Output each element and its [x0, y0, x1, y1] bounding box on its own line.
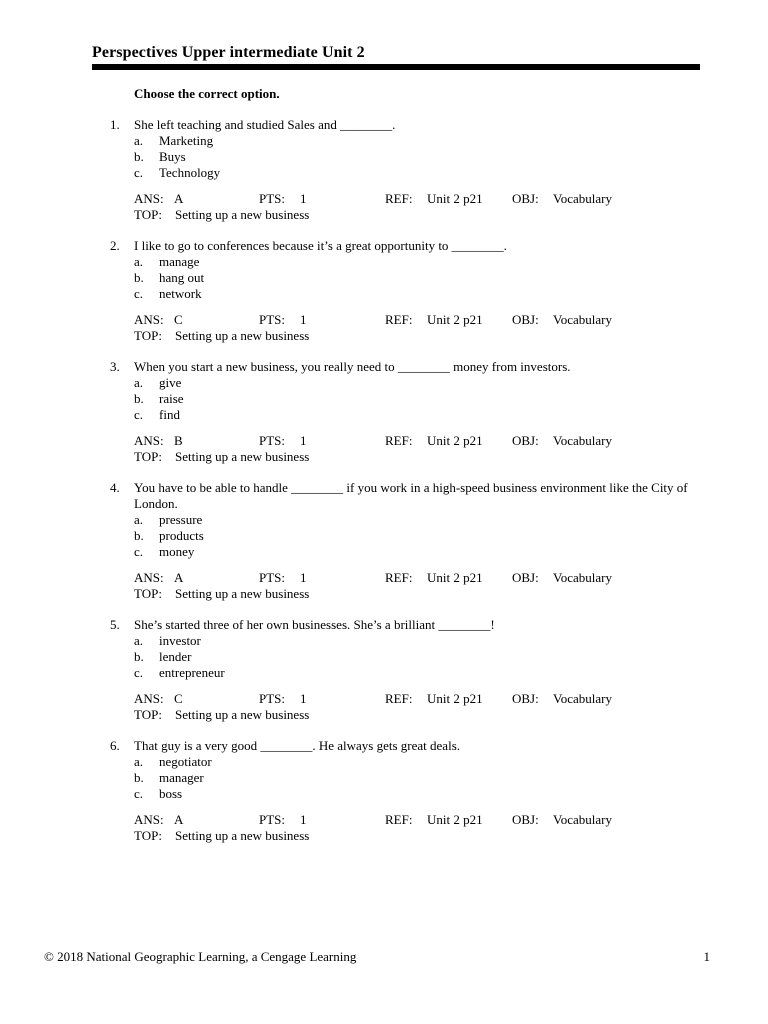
pts-value: 1 — [300, 691, 307, 706]
ref-value: Unit 2 p21 — [427, 812, 483, 827]
option-text: entrepreneur — [159, 665, 225, 680]
option-text: find — [159, 407, 180, 422]
option-b — [0, 149, 768, 165]
top-value: Setting up a new business — [175, 586, 310, 601]
question-number: 5. — [110, 617, 120, 632]
ans-label: ANS: — [134, 812, 164, 827]
question-text: When you start a new business, you really need to ________ money from investors. — [134, 359, 571, 374]
page-footer — [44, 949, 710, 965]
answer-meta-row — [0, 570, 768, 586]
top-label: TOP: — [134, 207, 162, 222]
option-letter: a. — [134, 375, 144, 390]
ans-value: C — [174, 312, 183, 327]
option-a — [0, 512, 768, 528]
question-1 — [0, 117, 768, 223]
obj-value: Vocabulary — [553, 570, 612, 585]
option-text: Technology — [159, 165, 221, 180]
ans-label: ANS: — [134, 433, 164, 448]
option-letter: c. — [134, 165, 144, 180]
option-text: network — [159, 286, 202, 301]
ans-value: B — [174, 433, 183, 448]
option-a — [0, 133, 768, 149]
option-text: give — [159, 375, 182, 390]
pts-label: PTS: — [259, 433, 286, 448]
page-title: Perspectives Upper intermediate Unit 2 — [92, 44, 365, 61]
option-c — [0, 786, 768, 802]
pts-value: 1 — [300, 812, 307, 827]
question-stem — [0, 617, 704, 633]
ref-value: Unit 2 p21 — [427, 191, 483, 206]
ans-label: ANS: — [134, 191, 164, 206]
top-value: Setting up a new business — [175, 828, 310, 843]
option-text: pressure — [159, 512, 203, 527]
top-label: TOP: — [134, 828, 162, 843]
option-c — [0, 407, 768, 423]
topic-row — [0, 707, 768, 723]
top-value: Setting up a new business — [175, 707, 310, 722]
option-text: products — [159, 528, 204, 543]
option-b — [0, 770, 768, 786]
option-b — [0, 528, 768, 544]
option-c — [0, 665, 768, 681]
pts-label: PTS: — [259, 312, 286, 327]
pts-label: PTS: — [259, 691, 286, 706]
obj-value: Vocabulary — [553, 812, 612, 827]
topic-row — [0, 586, 768, 602]
question-text: That guy is a very good ________. He always gets great deals. — [134, 738, 461, 753]
top-value: Setting up a new business — [175, 449, 310, 464]
option-text: negotiator — [159, 754, 212, 769]
option-a — [0, 254, 768, 270]
question-number: 1. — [110, 117, 120, 132]
obj-label: OBJ: — [512, 191, 539, 206]
option-letter: a. — [134, 633, 144, 648]
obj-label: OBJ: — [512, 312, 539, 327]
option-letter: b. — [134, 528, 144, 543]
option-b — [0, 649, 768, 665]
ref-label: REF: — [385, 433, 413, 448]
ref-label: REF: — [385, 312, 413, 327]
top-label: TOP: — [134, 328, 162, 343]
pts-value: 1 — [300, 191, 307, 206]
option-letter: b. — [134, 649, 144, 664]
option-letter: c. — [134, 544, 144, 559]
ans-value: A — [174, 812, 184, 827]
question-2 — [0, 238, 768, 344]
answer-meta-row — [0, 191, 768, 207]
obj-value: Vocabulary — [553, 691, 612, 706]
page-number: 1 — [703, 949, 710, 964]
top-label: TOP: — [134, 449, 162, 464]
question-text: I like to go to conferences because it’s a great opportunity to ________. — [134, 238, 507, 253]
obj-value: Vocabulary — [553, 312, 612, 327]
top-value: Setting up a new business — [175, 207, 310, 222]
page-header — [92, 43, 700, 63]
option-letter: a. — [134, 512, 144, 527]
option-c — [0, 165, 768, 181]
question-number: 6. — [110, 738, 120, 753]
pts-value: 1 — [300, 570, 307, 585]
question-text: She left teaching and studied Sales and ________. — [134, 117, 396, 132]
top-label: TOP: — [134, 707, 162, 722]
ref-label: REF: — [385, 570, 413, 585]
option-letter: c. — [134, 407, 144, 422]
question-stem — [0, 480, 704, 512]
option-text: Marketing — [159, 133, 214, 148]
option-b — [0, 270, 768, 286]
ans-value: A — [174, 570, 184, 585]
option-text: lender — [159, 649, 192, 664]
obj-label: OBJ: — [512, 812, 539, 827]
ref-value: Unit 2 p21 — [427, 570, 483, 585]
option-letter: c. — [134, 786, 144, 801]
copyright-text: © 2018 National Geographic Learning, a Cengage Learning — [44, 949, 357, 964]
option-letter: b. — [134, 149, 144, 164]
option-letter: c. — [134, 665, 144, 680]
ans-label: ANS: — [134, 570, 164, 585]
ref-label: REF: — [385, 691, 413, 706]
header-divider — [92, 64, 700, 70]
answer-meta-row — [0, 433, 768, 449]
topic-row — [0, 207, 768, 223]
option-c — [0, 544, 768, 560]
topic-row — [0, 328, 768, 344]
option-text: manager — [159, 770, 204, 785]
obj-label: OBJ: — [512, 691, 539, 706]
option-text: hang out — [159, 270, 205, 285]
answer-meta-row — [0, 691, 768, 707]
option-letter: a. — [134, 754, 144, 769]
ans-value: C — [174, 691, 183, 706]
option-a — [0, 633, 768, 649]
option-letter: b. — [134, 270, 144, 285]
pts-value: 1 — [300, 433, 307, 448]
question-stem — [0, 738, 704, 754]
obj-label: OBJ: — [512, 570, 539, 585]
question-stem — [0, 117, 704, 133]
ref-value: Unit 2 p21 — [427, 312, 483, 327]
pts-label: PTS: — [259, 191, 286, 206]
question-stem — [0, 238, 704, 254]
question-text: She’s started three of her own businesses. She’s a brilliant ________! — [134, 617, 495, 632]
pts-value: 1 — [300, 312, 307, 327]
topic-row — [0, 449, 768, 465]
answer-meta-row — [0, 812, 768, 828]
question-number: 3. — [110, 359, 120, 374]
question-number: 4. — [110, 480, 120, 495]
option-letter: a. — [134, 133, 144, 148]
option-text: Buys — [159, 149, 186, 164]
instruction-heading: Choose the correct option. — [134, 86, 280, 101]
option-text: boss — [159, 786, 183, 801]
pts-label: PTS: — [259, 570, 286, 585]
option-c — [0, 286, 768, 302]
option-text: money — [159, 544, 195, 559]
option-a — [0, 375, 768, 391]
question-6 — [0, 738, 768, 844]
option-text: raise — [159, 391, 184, 406]
question-stem — [0, 359, 704, 375]
option-letter: b. — [134, 770, 144, 785]
ref-label: REF: — [385, 191, 413, 206]
option-letter: b. — [134, 391, 144, 406]
ref-value: Unit 2 p21 — [427, 691, 483, 706]
ans-label: ANS: — [134, 691, 164, 706]
top-value: Setting up a new business — [175, 328, 310, 343]
answer-meta-row — [0, 312, 768, 328]
question-4 — [0, 480, 768, 602]
question-5 — [0, 617, 768, 723]
option-text: investor — [159, 633, 201, 648]
obj-value: Vocabulary — [553, 433, 612, 448]
question-text: You have to be able to handle ________ if you work in a high-speed business environment like the City of London. — [134, 480, 688, 511]
ans-label: ANS: — [134, 312, 164, 327]
obj-value: Vocabulary — [553, 191, 612, 206]
question-3 — [0, 359, 768, 465]
ref-label: REF: — [385, 812, 413, 827]
option-a — [0, 754, 768, 770]
ans-value: A — [174, 191, 184, 206]
pts-label: PTS: — [259, 812, 286, 827]
top-label: TOP: — [134, 586, 162, 601]
option-letter: a. — [134, 254, 144, 269]
option-letter: c. — [134, 286, 144, 301]
ref-value: Unit 2 p21 — [427, 433, 483, 448]
topic-row — [0, 828, 768, 844]
obj-label: OBJ: — [512, 433, 539, 448]
option-b — [0, 391, 768, 407]
option-text: manage — [159, 254, 200, 269]
question-number: 2. — [110, 238, 120, 253]
